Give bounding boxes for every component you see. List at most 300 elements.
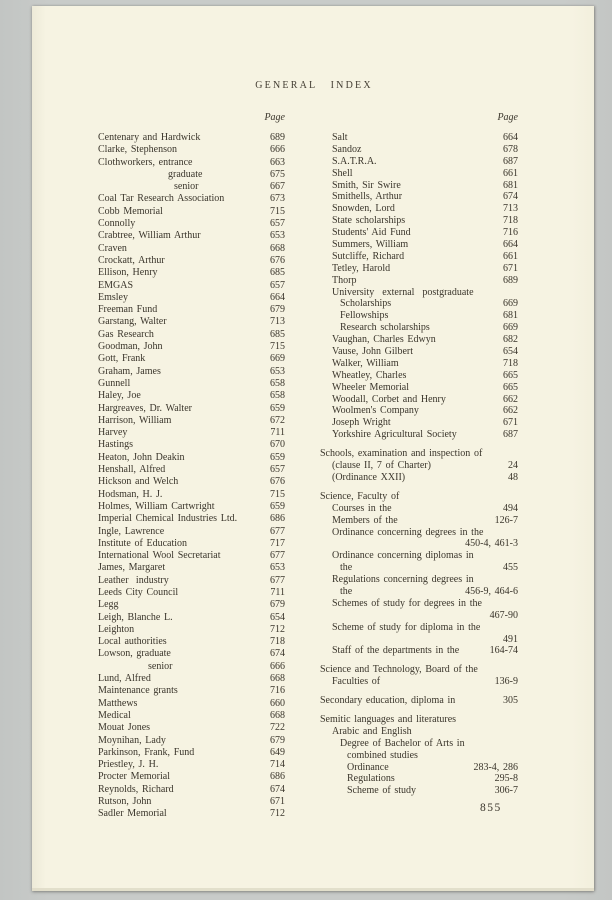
entry-label: Shell — [332, 167, 353, 179]
index-entry — [98, 452, 285, 464]
entry-label: the — [340, 562, 353, 574]
entry-page-number: 676 — [270, 476, 285, 488]
entry-label: Smithells, Arthur — [332, 191, 403, 203]
entry-label: Matthews — [98, 697, 138, 709]
entry-label: Snowden, Lord — [332, 203, 395, 215]
index-entry — [320, 298, 518, 310]
entry-label: Moynihan, Lady — [98, 734, 166, 746]
entry-label: Mouat Jones — [98, 722, 151, 734]
entry-page-number: 681 — [503, 179, 518, 191]
index-entry — [320, 785, 518, 797]
index-entry — [98, 403, 285, 415]
entry-label: Vause, John Gilbert — [332, 346, 413, 358]
entry-label: Heaton, John Deakin — [98, 451, 185, 463]
entry-page-number: 671 — [503, 417, 518, 429]
entry-label: Institute of Education — [98, 537, 188, 549]
entry-page-number: 494 — [503, 502, 518, 514]
entry-page-number: 678 — [503, 143, 518, 155]
index-entry — [320, 714, 518, 726]
entry-page-number: 677 — [270, 525, 285, 537]
index-entry — [98, 808, 285, 820]
entry-label: (clause II, 7 of Charter) — [332, 460, 431, 472]
entry-label: Freeman Fund — [98, 304, 158, 316]
entry-page-number: 661 — [503, 250, 518, 262]
entry-page-number: 24 — [508, 460, 518, 472]
entry-page-number: 687 — [503, 429, 518, 441]
index-entry — [98, 341, 285, 353]
entry-label: Gunnell — [98, 377, 131, 389]
entry-label: Parkinson, Frank, Fund — [98, 746, 195, 758]
entry-page-number: 658 — [270, 390, 285, 402]
entry-label: Regulations — [347, 773, 395, 785]
index-entry — [98, 378, 285, 390]
entry-label: Harrison, William — [98, 414, 172, 426]
entry-page-number: 718 — [503, 215, 518, 227]
entry-page-number: 715 — [270, 488, 285, 500]
index-entry — [320, 429, 518, 441]
index-entry — [320, 645, 518, 657]
entry-page-number: 673 — [270, 193, 285, 205]
index-entry — [320, 334, 518, 346]
index-entry — [320, 358, 518, 370]
index-entry — [98, 267, 285, 279]
entry-label: Ordinance concerning degrees in the — [332, 526, 484, 538]
entry-label: Ordinance concerning diplomas in — [332, 550, 474, 562]
index-entry — [320, 239, 518, 251]
entry-label: Wheeler Memorial — [332, 381, 409, 393]
entry-page-number: 664 — [503, 132, 518, 143]
entry-label: senior — [148, 660, 173, 672]
entry-label: Joseph Wright — [332, 417, 391, 429]
entry-page-number: 675 — [270, 168, 285, 180]
entry-label: Harvey — [98, 427, 128, 439]
page-label: Page — [264, 112, 285, 123]
index-entry — [98, 710, 285, 722]
index-entry — [320, 586, 518, 598]
index-entry — [98, 759, 285, 771]
entry-label: Gas Research — [98, 328, 154, 340]
entry-page-number: 653 — [270, 562, 285, 574]
index-entry — [98, 587, 285, 599]
entry-label: Walker, William — [332, 357, 399, 369]
entry-page-number: 164-74 — [489, 645, 518, 657]
entry-label: Semitic languages and literatures — [320, 713, 457, 725]
entry-label: Yorkshire Agricultural Society — [332, 429, 457, 441]
entry-label: Cobb Memorial — [98, 205, 163, 217]
index-entry — [98, 292, 285, 304]
entry-label: Lowson, graduate — [98, 648, 171, 660]
entry-page-number: 649 — [270, 746, 285, 758]
entry-label: Crockatt, Arthur — [98, 254, 165, 266]
index-entry — [320, 634, 518, 646]
entry-page-number: 657 — [270, 279, 285, 291]
index-entry — [320, 574, 518, 586]
entry-page-number: 662 — [503, 405, 518, 417]
index-entry — [98, 169, 285, 181]
entry-page-number: 685 — [270, 328, 285, 340]
entry-label: Degree of Bachelor of Arts in — [340, 737, 465, 749]
entry-page-number: 679 — [270, 599, 285, 611]
entry-label: Legg — [98, 599, 119, 611]
entry-page-number: 717 — [270, 537, 285, 549]
page-column-heading — [98, 112, 285, 125]
entry-page-number: 455 — [503, 562, 518, 574]
index-entry — [98, 316, 285, 328]
index-entry — [320, 472, 518, 484]
entry-label: Arabic and English — [332, 725, 412, 737]
entry-page-number: 681 — [503, 310, 518, 322]
entry-page-number: 716 — [503, 227, 518, 239]
index-entry — [98, 747, 285, 759]
index-column-right — [320, 112, 518, 797]
entry-label: Priestley, J. H. — [98, 759, 159, 771]
entry-page-number: 674 — [503, 191, 518, 203]
index-entry — [320, 156, 518, 168]
index-entry — [98, 193, 285, 205]
index-entry — [98, 513, 285, 525]
entry-label: Clarke, Stephenson — [98, 144, 177, 156]
index-entry — [98, 673, 285, 685]
entry-page-number: 674 — [270, 648, 285, 660]
index-entry — [320, 527, 518, 539]
index-entry — [98, 366, 285, 378]
index-entry — [320, 251, 518, 263]
index-entry — [320, 394, 518, 406]
index-entry — [98, 464, 285, 476]
entry-page-number: 674 — [270, 783, 285, 795]
index-entry — [98, 476, 285, 488]
index-entry — [98, 538, 285, 550]
index-entry — [320, 405, 518, 417]
index-entry — [98, 550, 285, 562]
entry-page-number: 654 — [270, 611, 285, 623]
index-entry — [320, 310, 518, 322]
entry-page-number: 713 — [503, 203, 518, 215]
entry-label: Tetley, Harold — [332, 262, 391, 274]
entry-label: Haley, Joe — [98, 390, 141, 402]
entry-label: University external postgraduate — [332, 286, 474, 298]
index-entry — [320, 382, 518, 394]
index-entry — [98, 144, 285, 156]
entry-label: Faculties of — [332, 676, 381, 688]
entry-label: Leigh, Blanche L. — [98, 611, 173, 623]
index-entry — [98, 206, 285, 218]
entry-label: S.A.T.R.A. — [332, 155, 377, 167]
entry-page-number: 136-9 — [494, 676, 518, 688]
index-entry — [98, 771, 285, 783]
entry-label: Leather industry — [98, 574, 169, 586]
entry-page-number: 679 — [270, 734, 285, 746]
entry-label: Schools, examination and inspection of — [320, 448, 483, 460]
entry-page-number: 669 — [270, 353, 285, 365]
entry-label: Sadler Memorial — [98, 808, 167, 820]
entry-label: Gott, Frank — [98, 353, 146, 365]
index-entry — [320, 322, 518, 334]
entry-page-number: 663 — [270, 156, 285, 168]
index-entry — [320, 515, 518, 527]
entry-page-number: 305 — [503, 695, 518, 707]
index-entry — [320, 491, 518, 503]
entry-label: combined studies — [347, 749, 418, 761]
index-entry — [320, 275, 518, 287]
entry-label: Hastings — [98, 439, 133, 451]
index-entry — [320, 750, 518, 762]
index-entry — [98, 796, 285, 808]
entry-page-number: 666 — [270, 660, 285, 672]
index-entry — [320, 550, 518, 562]
entry-page-number: 676 — [270, 254, 285, 266]
entry-label: Summers, William — [332, 239, 409, 251]
index-entry — [320, 448, 518, 460]
index-entry — [320, 287, 518, 299]
index-entry — [320, 263, 518, 275]
entry-page-number: 715 — [270, 205, 285, 217]
entry-label: senior — [174, 181, 199, 193]
entry-label: Leighton — [98, 623, 135, 635]
index-entry — [320, 598, 518, 610]
entry-page-number: 662 — [503, 393, 518, 405]
entry-page-number: 295-8 — [494, 773, 518, 785]
index-entry — [98, 661, 285, 673]
entry-page-number: 679 — [270, 304, 285, 316]
entry-label: Medical — [98, 709, 131, 721]
index-entry — [98, 501, 285, 513]
entry-page-number: 659 — [270, 500, 285, 512]
entry-label: Procter Memorial — [98, 771, 171, 783]
entry-label: Students' Aid Fund — [332, 227, 411, 239]
entry-page-number: 654 — [503, 346, 518, 358]
entry-label: Goodman, John — [98, 341, 163, 353]
index-entry — [98, 255, 285, 267]
entry-page-number: 668 — [270, 242, 285, 254]
index-entry — [98, 329, 285, 341]
entry-page-number: 677 — [270, 550, 285, 562]
entry-page-number: 661 — [503, 167, 518, 179]
index-column-left — [98, 112, 285, 821]
entry-label: (Ordinance XXII) — [332, 471, 406, 483]
index-entry — [320, 215, 518, 227]
entry-label: Scheme of study for diploma in the — [332, 621, 481, 633]
entry-page-number: 665 — [503, 369, 518, 381]
entry-label: Regulations concerning degrees in — [332, 574, 474, 586]
index-entry — [320, 144, 518, 156]
entry-page-number: 666 — [270, 144, 285, 156]
entry-label: Hickson and Welch — [98, 476, 179, 488]
entry-label: Lund, Alfred — [98, 673, 151, 685]
index-entry — [320, 370, 518, 382]
index-entry — [98, 526, 285, 538]
entry-page-number: 682 — [503, 334, 518, 346]
entry-label: Clothworkers, entrance — [98, 156, 193, 168]
index-entry — [320, 168, 518, 180]
index-entry — [320, 180, 518, 192]
entry-page-number: 664 — [270, 291, 285, 303]
entry-page-number: 669 — [503, 322, 518, 334]
entry-page-number: 657 — [270, 218, 285, 230]
entry-page-number: 659 — [270, 451, 285, 463]
entry-label: graduate — [168, 168, 203, 180]
entry-page-number: 718 — [270, 636, 285, 648]
index-entry — [98, 735, 285, 747]
index-entry — [98, 439, 285, 451]
index-entry — [320, 191, 518, 203]
index-entry — [98, 218, 285, 230]
entry-page-number: 667 — [270, 181, 285, 193]
index-entry — [320, 762, 518, 774]
entry-page-number: 689 — [270, 132, 285, 143]
index-entry — [98, 562, 285, 574]
entry-page-number: 718 — [503, 357, 518, 369]
entry-label: the — [340, 585, 353, 597]
index-entry — [98, 685, 285, 697]
entry-page-number: 714 — [270, 759, 285, 771]
entry-label: Secondary education, diploma in — [320, 695, 456, 707]
index-entry — [98, 612, 285, 624]
index-entry — [320, 227, 518, 239]
entry-label: Smith, Sir Swire — [332, 179, 401, 191]
entry-page-number: 48 — [508, 471, 518, 483]
entry-label: Hargreaves, Dr. Walter — [98, 402, 192, 414]
entry-label: Vaughan, Charles Edwyn — [332, 334, 436, 346]
index-entry — [98, 132, 285, 144]
index-entry — [98, 636, 285, 648]
entry-label: Woolmen's Company — [332, 405, 419, 417]
index-entry — [98, 575, 285, 587]
entry-page-number: 713 — [270, 316, 285, 328]
index-entry — [320, 203, 518, 215]
entry-label: Rutson, John — [98, 796, 152, 808]
entry-page-number: 722 — [270, 722, 285, 734]
entry-label: International Wool Secretariat — [98, 550, 221, 562]
index-entry — [320, 695, 518, 707]
entry-label: Reynolds, Richard — [98, 783, 174, 795]
entry-label: Courses in the — [332, 502, 392, 514]
entry-label: Schemes of study for degrees in the — [332, 597, 482, 609]
entry-label: Leeds City Council — [98, 586, 179, 598]
entry-page-number: 687 — [503, 155, 518, 167]
entry-label: Maintenance grants — [98, 685, 178, 697]
index-entry — [320, 562, 518, 574]
entry-page-number: 665 — [503, 381, 518, 393]
entry-label: Woodall, Corbet and Henry — [332, 393, 446, 405]
index-entry — [320, 773, 518, 785]
entry-page-number: 653 — [270, 365, 285, 377]
index-entry — [320, 738, 518, 750]
entry-label: James, Margaret — [98, 562, 166, 574]
entry-label: Ellison, Henry — [98, 267, 158, 279]
entry-label: Science and Technology, Board of the — [320, 664, 478, 676]
entry-label: Henshall, Alfred — [98, 464, 166, 476]
entry-page-number: 686 — [270, 771, 285, 783]
entry-page-number: 467-90 — [489, 609, 518, 621]
entry-page-number: 657 — [270, 464, 285, 476]
index-entry — [98, 599, 285, 611]
entry-label: Connolly — [98, 218, 136, 230]
entry-label: Sandoz — [332, 143, 362, 155]
entry-page-number: 672 — [270, 414, 285, 426]
entry-page-number: 711 — [270, 427, 285, 439]
entry-label: Scholarships — [340, 298, 392, 310]
index-entry — [98, 390, 285, 402]
index-entry — [320, 726, 518, 738]
page-column-heading — [320, 112, 518, 125]
entry-page-number: 664 — [503, 239, 518, 251]
index-entry — [98, 181, 285, 193]
entry-label: Emsley — [98, 291, 128, 303]
entry-label: Sutcliffe, Richard — [332, 250, 405, 262]
entry-page-number: 716 — [270, 685, 285, 697]
entry-label: Research scholarships — [340, 322, 430, 334]
index-entry — [320, 676, 518, 688]
entry-page-number: 712 — [270, 808, 285, 820]
entry-page-number: 306-7 — [494, 785, 518, 797]
entry-label: EMGAS — [98, 279, 134, 291]
index-entry — [320, 664, 518, 676]
entry-page-number: 669 — [503, 298, 518, 310]
entry-page-number: 685 — [270, 267, 285, 279]
entry-page-number: 668 — [270, 709, 285, 721]
entry-page-number: 686 — [270, 513, 285, 525]
entry-page-number: 712 — [270, 623, 285, 635]
entry-label: Fellowships — [340, 310, 389, 322]
entry-page-number: 659 — [270, 402, 285, 414]
index-entries-right — [320, 132, 518, 797]
index-entry — [98, 243, 285, 255]
index-entry — [320, 460, 518, 472]
page-title: GENERAL INDEX — [255, 80, 373, 91]
entry-label: Staff of the departments in the — [332, 645, 460, 657]
entry-page-number: 689 — [503, 274, 518, 286]
index-entry — [98, 648, 285, 660]
entry-page-number: 711 — [270, 586, 285, 598]
entry-label: Salt — [332, 132, 348, 143]
book-page — [32, 6, 594, 891]
entry-label: Crabtree, William Arthur — [98, 230, 201, 242]
entry-page-number: 660 — [270, 697, 285, 709]
index-entry — [98, 624, 285, 636]
entry-label: Wheatley, Charles — [332, 369, 407, 381]
entry-label: Members of the — [332, 514, 398, 526]
entry-page-number: 126-7 — [494, 514, 518, 526]
entry-label: Science, Faculty of — [320, 490, 400, 502]
index-entry — [320, 132, 518, 144]
folio-page-number: 855 — [480, 802, 502, 814]
index-entry — [320, 538, 518, 550]
entry-label: Centenary and Hardwick — [98, 132, 201, 143]
index-entry — [98, 722, 285, 734]
index-entry — [98, 157, 285, 169]
index-entry — [320, 622, 518, 634]
entry-page-number: 677 — [270, 574, 285, 586]
index-entry — [98, 304, 285, 316]
entry-label: Local authorities — [98, 636, 167, 648]
index-entry — [98, 784, 285, 796]
entry-label: Imperial Chemical Industries Ltd. — [98, 513, 238, 525]
index-entry — [98, 489, 285, 501]
entry-page-number: 283-4, 286 — [473, 761, 518, 773]
entry-page-number: 491 — [503, 633, 518, 645]
index-entry — [320, 610, 518, 622]
entry-label: Ingle, Lawrence — [98, 525, 165, 537]
index-entry — [320, 503, 518, 515]
entry-page-number: 671 — [503, 262, 518, 274]
entry-page-number: 668 — [270, 673, 285, 685]
entry-label: Ordinance — [347, 761, 389, 773]
index-entry — [98, 427, 285, 439]
index-entry — [320, 346, 518, 358]
entry-label: Hodsman, H. J. — [98, 488, 163, 500]
index-entry — [98, 353, 285, 365]
